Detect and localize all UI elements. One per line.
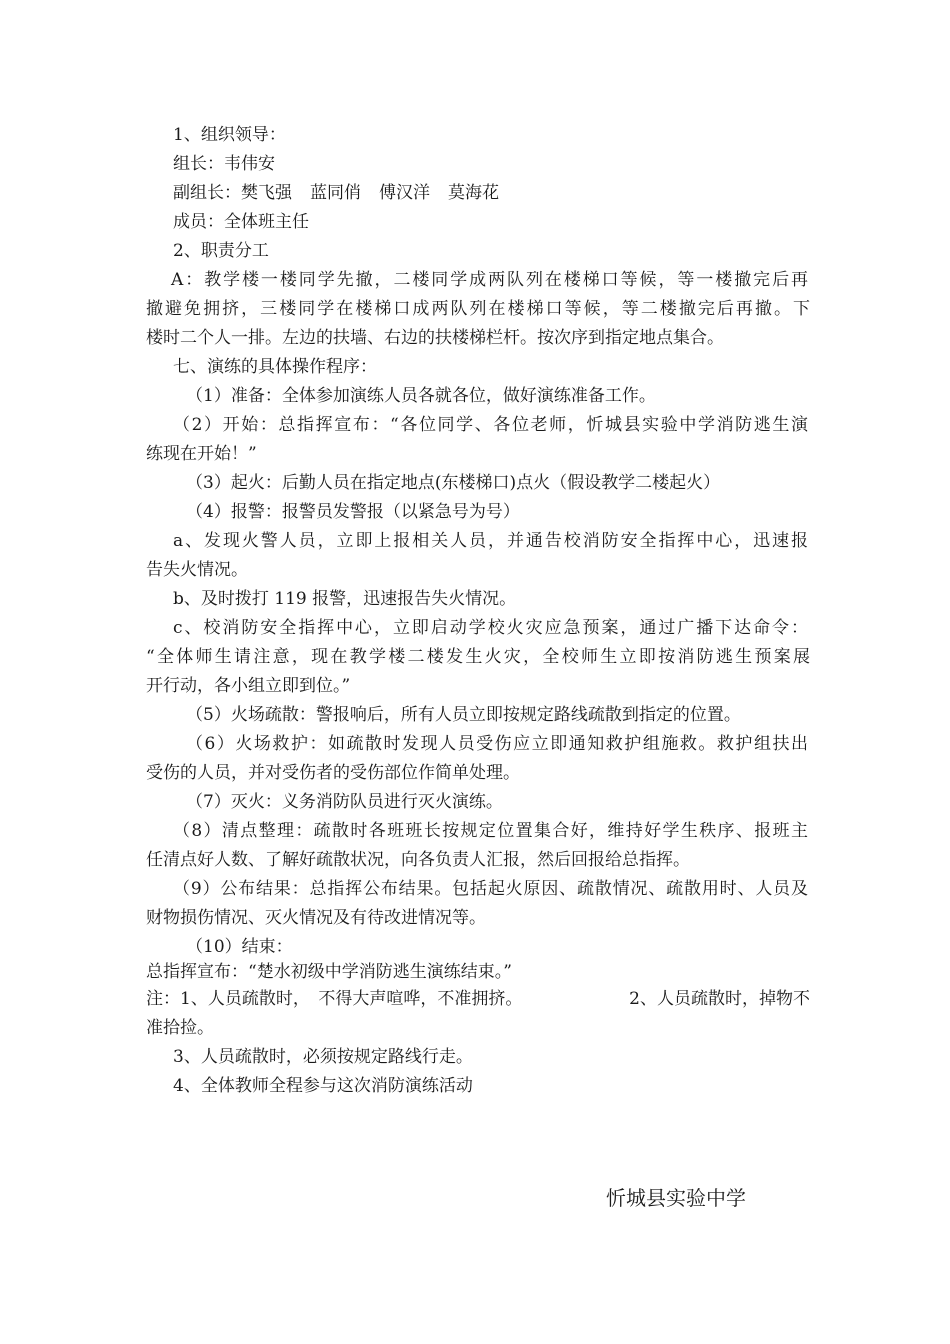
step-8-line: 任清点好人数、了解好疏散状况，向各负责人汇报，然后回报给总指挥。 — [146, 850, 690, 870]
deputy-name: 樊飞强 — [241, 183, 292, 203]
step-8-line: （8）清点整理：疏散时各班班长按规定位置集合好，维持好学生秩序、报班主 — [173, 821, 808, 841]
signature-school: 忻城县实验中学 — [606, 1186, 746, 1210]
step-3: （3）起火：后勤人员在指定地点(东楼梯口)点火（假设教学二楼起火） — [186, 473, 721, 493]
deputy-line — [173, 179, 837, 208]
step-5: （5）火场疏散：警报响后，所有人员立即按规定路线疏散到指定的位置。 — [186, 705, 741, 725]
step-4c-line: “全体师生请注意，现在教学楼二楼发生火灾，全校师生立即按消防逃生预案展 — [146, 647, 810, 667]
duty-a-line: 楼时二个人一排。左边的扶墙、右边的扶楼梯栏杆。按次序到指定地点集合。 — [146, 328, 724, 348]
step-6-line: （6）火场救护：如疏散时发现人员受伤应立即通知救护组施救。救护组扶出 — [186, 734, 808, 754]
step-4a-line: 告失火情况。 — [146, 560, 248, 580]
note-item-4: 4、全体教师全程参与这次消防演练活动 — [173, 1076, 473, 1096]
step-6-line: 受伤的人员，并对受伤者的受伤部位作简单处理。 — [146, 763, 520, 783]
step-9-line: 财物损伤情况、灭火情况及有待改进情况等。 — [146, 908, 486, 928]
org-title: 1、组织领导： — [173, 125, 286, 145]
announce-line: 总指挥宣布：“楚水初级中学消防逃生演练结束。” — [146, 962, 512, 982]
step-4c-line: c、校消防安全指挥中心，立即启动学校火灾应急预案，通过广播下达命令： — [173, 618, 808, 638]
step-10: （10）结束： — [186, 937, 293, 957]
step-4b: b、及时拨打 119 报警，迅速报告失火情况。 — [173, 589, 517, 609]
note-item-1: 注：1、人员疏散时， 不得大声喧哗，不准拥挤。 — [146, 989, 523, 1009]
step-2-line: 练现在开始！” — [146, 444, 257, 464]
step-1: （1）准备：全体参加演练人员各就各位，做好演练准备工作。 — [186, 386, 656, 406]
note-continuation: 准拾捡。 — [146, 1018, 214, 1038]
deputy-name: 蓝同俏 — [310, 183, 361, 203]
duty-title: 2、职责分工 — [173, 241, 269, 261]
deputy-label: 副组长： — [173, 183, 241, 203]
leader-line: 组长：韦伟安 — [173, 154, 275, 174]
deputy-name: 傅汉洋 — [379, 183, 430, 203]
step-7: （7）灭火：义务消防队员进行灭火演练。 — [186, 792, 503, 812]
note-line — [146, 985, 810, 1014]
note-item-3: 3、人员疏散时，必须按规定路线行走。 — [173, 1047, 473, 1067]
deputy-name: 莫海花 — [448, 183, 499, 203]
note-item-2: 2、人员疏散时，掉物不 — [629, 989, 810, 1009]
duty-a-line: 撤避免拥挤，三楼同学在楼梯口成两队列在楼梯口等候，等二楼撤完后再撤。下 — [146, 299, 810, 319]
step-4c-line: 开行动，各小组立即到位。” — [146, 676, 351, 696]
step-4: （4）报警：报警员发警报（以紧急号为号） — [186, 502, 520, 522]
procedure-title: 七、演练的具体操作程序： — [173, 357, 377, 377]
members-line: 成员：全体班主任 — [173, 212, 309, 232]
duty-a-line: A：教学楼一楼同学先撤，二楼同学成两队列在楼梯口等候，等一楼撤完后再 — [171, 270, 808, 290]
step-4a-line: a、发现火警人员，立即上报相关人员，并通告校消防安全指挥中心，迅速报 — [173, 531, 808, 551]
step-2-line: （2）开始：总指挥宣布：“各位同学、各位老师，忻城县实验中学消防逃生演 — [173, 415, 808, 435]
step-9-line: （9）公布结果：总指挥公布结果。包括起火原因、疏散情况、疏散用时、人员及 — [173, 879, 808, 899]
